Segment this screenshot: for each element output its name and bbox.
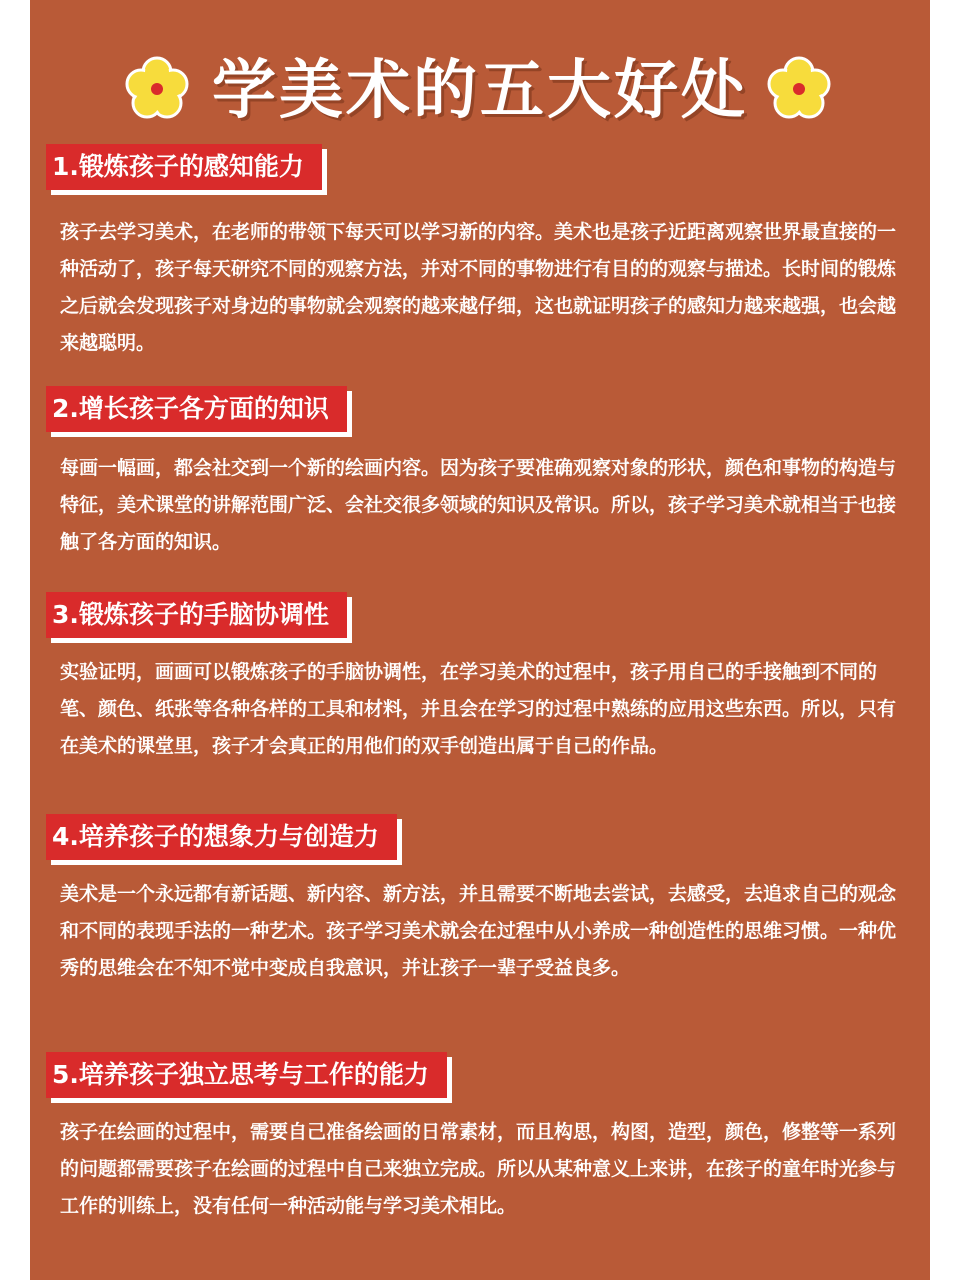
poster [30, 0, 930, 1280]
section-body-3: 实验证明，画画可以锻炼孩子的手脑协调性，在学习美术的过程中，孩子用自己的手接触到不同的笔、颜色、纸张等各种各样的工具和材料，并且会在学习的过程中熟练的应用这些东西。所以，只有在美术的课堂里，孩子才会真正的用他们的双手创造出属于自己的作品。 [60, 661, 897, 757]
title-row [30, 46, 930, 136]
section-heading-4: 4.培养孩子的想象力与创造力 [46, 814, 397, 860]
section-body-5: 孩子在绘画的过程中，需要自己准备绘画的日常素材，而且构思，构图，造型，颜色，修整等一系列的问题都需要孩子在绘画的过程中自己来独立完成。所以从某种意义上来讲，在孩子的童年时光参与工作的训练上，没有任何一种活动能与学习美术相比。 [60, 1121, 897, 1217]
section-body-4: 美术是一个永远都有新话题、新内容、新方法，并且需要不断地去尝试，去感受，去追求自己的观念和不同的表现手法的一种艺术。孩子学习美术就会在过程中从小养成一种创造性的思维习惯。一种优秀的思维会在不知不觉中变成自我意识，并让孩子一辈子受益良多。 [60, 883, 897, 979]
section-body-2: 每画一幅画，都会社交到一个新的绘画内容。因为孩子要准确观察对象的形状，颜色和事物的构造与特征，美术课堂的讲解范围广泛、会社交很多领域的知识及常识。所以，孩子学习美术就相当于也接触了各方面的知识。 [60, 457, 897, 553]
section-heading-2: 2.增长孩子各方面的知识 [46, 386, 347, 432]
section-heading-5: 5.培养孩子独立思考与工作的能力 [46, 1052, 447, 1098]
section-heading-1: 1.锻炼孩子的感知能力 [46, 144, 322, 190]
flower-icon [764, 54, 834, 124]
section-heading-3: 3.锻炼孩子的手脑协调性 [46, 592, 347, 638]
section-body-1: 孩子去学习美术，在老师的带领下每天可以学习新的内容。美术也是孩子近距离观察世界最直接的一种活动了，孩子每天研究不同的观察方法，并对不同的事物进行有目的的观察与描述。长时间的锻炼之后就会发现孩子对身边的事物就会观察的越来越仔细，这也就证明孩子的感知力越来越强，也会越来越聪明。 [60, 221, 897, 354]
page-title: 学美术的五大好处 [212, 54, 748, 128]
